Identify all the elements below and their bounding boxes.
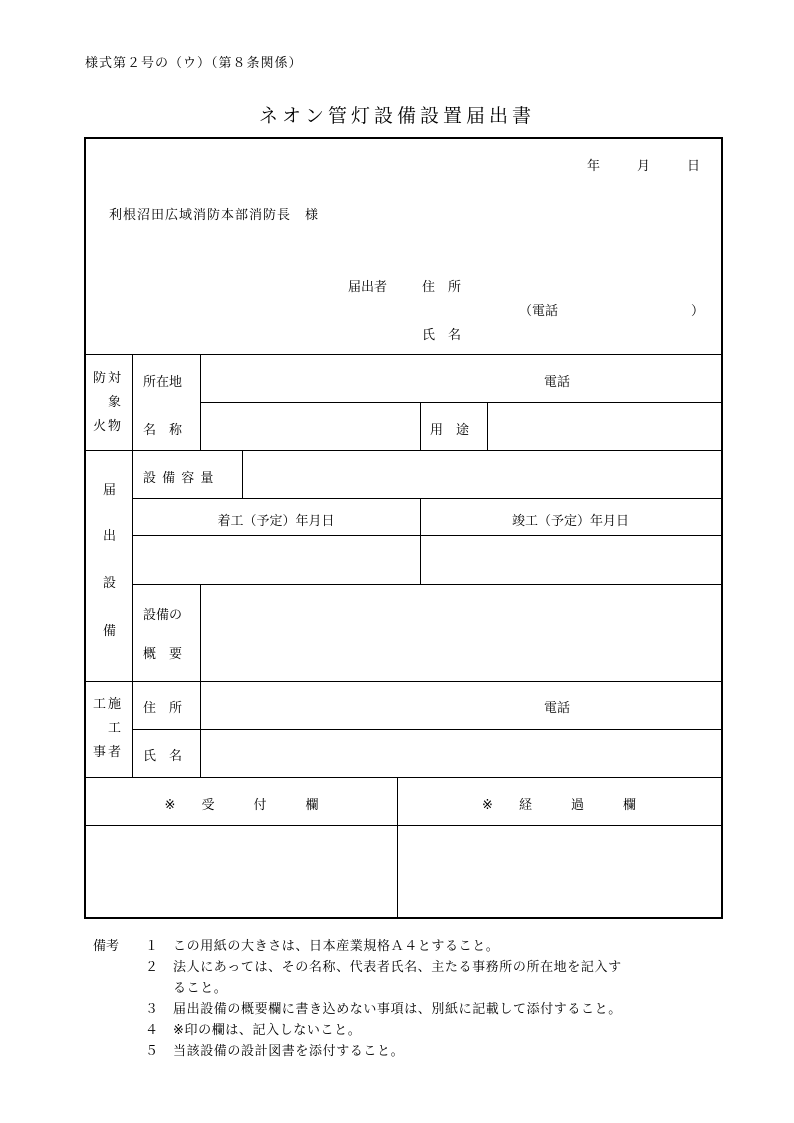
- note-text: 届出設備の概要欄に書き込めない事項は、別紙に記載して添付すること。: [173, 1002, 622, 1017]
- target-side-char: 象: [108, 395, 122, 410]
- note-text: 法人にあっては、その名称、代表者氏名、主たる事務所の所在地を記入す: [173, 960, 622, 975]
- note-text-continued: ること。: [173, 981, 228, 996]
- target-side-char: 対: [108, 371, 122, 386]
- contractor-side-char: 工: [93, 697, 107, 712]
- notes-label: 備考: [93, 939, 120, 954]
- equipment-side-char: 設: [103, 576, 117, 591]
- reception-label: ※ 受 付 欄: [164, 798, 319, 813]
- note-text: 当該設備の設計図書を添付すること。: [173, 1044, 405, 1059]
- divider: [132, 354, 133, 450]
- divider: [132, 584, 721, 585]
- target-phone-label: 電話: [544, 375, 571, 390]
- equipment-side-char: 出: [103, 529, 117, 544]
- divider: [200, 584, 201, 681]
- divider: [132, 498, 721, 499]
- target-use-label: 用 途: [430, 423, 470, 438]
- divider-contractor: [86, 777, 721, 778]
- contractor-side-char: 施: [108, 697, 122, 712]
- note-number: ３: [145, 1002, 159, 1017]
- contractor-name-label: 氏 名: [143, 749, 183, 764]
- target-side-char: 防: [93, 371, 107, 386]
- date-year-label: 年: [587, 159, 601, 174]
- notifier-address-label: 住 所: [422, 280, 462, 295]
- summary-label-line2: 概 要: [143, 647, 183, 662]
- contractor-phone-label: 電話: [544, 701, 571, 716]
- target-location-label: 所在地: [143, 375, 183, 390]
- summary-label-line1: 設備の: [143, 608, 183, 623]
- divider: [86, 825, 721, 826]
- document-title: ネオン管灯設備設置届出書: [258, 105, 535, 127]
- form-number: 様式第２号の（ウ）（第８条関係）: [85, 56, 303, 71]
- divider: [132, 535, 721, 536]
- contractor-side-char: 者: [108, 745, 122, 760]
- divider: [132, 729, 721, 730]
- contractor-address-label: 住 所: [143, 701, 183, 716]
- equipment-side-char: 備: [103, 624, 117, 639]
- contractor-side-char: 工: [108, 721, 122, 736]
- progress-label: ※ 経 過 欄: [482, 798, 636, 813]
- equipment-side-char: 届: [103, 483, 117, 498]
- form-frame: [84, 137, 723, 919]
- note-number: １: [145, 939, 159, 954]
- divider: [487, 402, 488, 450]
- divider: [200, 402, 721, 403]
- note-text: ※印の欄は、記入しないこと。: [173, 1023, 362, 1038]
- complete-date-label: 竣工（予定）年月日: [511, 514, 629, 529]
- notifier-label: 届出者: [348, 280, 388, 295]
- notifier-phone-close: ）: [691, 304, 705, 319]
- divider: [242, 450, 243, 498]
- date-month-label: 月: [637, 159, 651, 174]
- start-date-label: 着工（予定）年月日: [217, 514, 335, 529]
- notifier-name-label: 氏 名: [422, 328, 462, 343]
- date-day-label: 日: [687, 159, 701, 174]
- target-side-char: 物: [108, 419, 122, 434]
- addressee: 利根沼田広域消防本部消防長 様: [109, 208, 320, 223]
- target-side-char: 火: [93, 419, 107, 434]
- note-number: ２: [145, 960, 159, 975]
- note-number: ４: [145, 1023, 159, 1038]
- note-number: ５: [145, 1044, 159, 1059]
- capacity-label: 設 備 容 量: [143, 471, 215, 486]
- note-text: この用紙の大きさは、日本産業規格Ａ４とすること。: [173, 939, 500, 954]
- target-name-label: 名 称: [143, 423, 183, 438]
- divider-equipment: [86, 681, 721, 682]
- divider-target: [86, 450, 721, 451]
- contractor-side-char: 事: [93, 745, 107, 760]
- notifier-phone-open: （電話: [519, 304, 559, 319]
- notes: [93, 936, 622, 1062]
- divider: [132, 450, 133, 681]
- divider-header: [86, 354, 721, 355]
- divider: [420, 402, 421, 450]
